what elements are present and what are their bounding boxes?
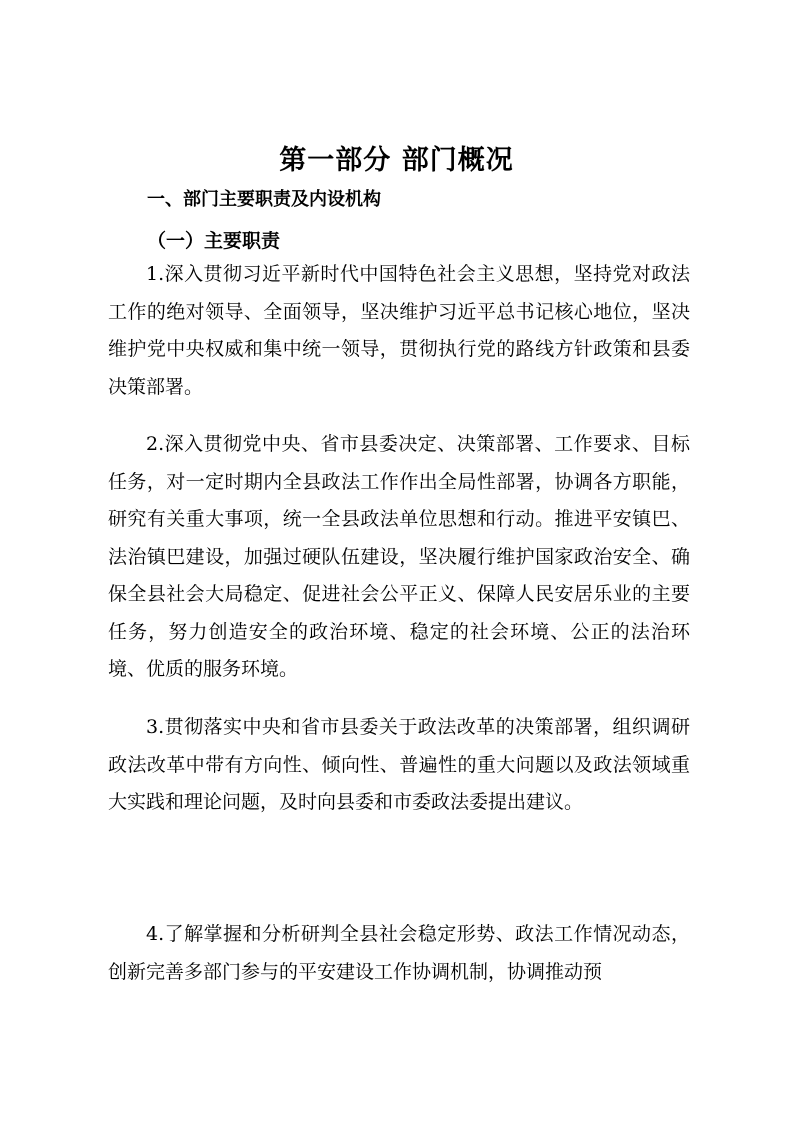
paragraph-2: 2.深入贯彻党中央、省市县委决定、决策部署、工作要求、目标任务，对一定时期内全县政法工作作出全局性部署，协调各方职能，研究有关重大事项，统一全县政法单位思想和行动。推进平安镇巴、法治镇巴建设，加强过硬队伍建设，坚决履行维护国家政治安全、确保全县社会大局稳定、促进社会公平正义、保障人民安居乐业的主要任务，努力创造安全的政治环境、稳定的社会环境、公正的法治环境、优质的服务环境。	[108, 433, 690, 680]
section-heading: 一、部门主要职责及内设机构	[147, 189, 381, 210]
paragraph-1: 1.深入贯彻习近平新时代中国特色社会主义思想，坚持党对政法工作的绝对领导、全面领导，坚决维护习近平总书记核心地位，坚决维护党中央权威和集中统一领导，贯彻执行党的路线方针政策和县委决策部署。	[108, 263, 690, 398]
paragraph-3: 3.贯彻落实中央和省市县委关于政法改革的决策部署，组织调研政法改革中带有方向性、倾向性、普遍性的重大问题以及政法领域重大实践和理论问题，及时向县委和市委政法委提出建议。	[108, 716, 690, 813]
paragraph-4: 4.了解掌握和分析研判全县社会稳定形势、政法工作情况动态，创新完善多部门参与的平安建设工作协调机制，协调推动预	[108, 923, 690, 983]
page-title: 第一部分 部门概况	[279, 145, 514, 176]
subsection-heading: （一）主要职责	[147, 230, 281, 252]
